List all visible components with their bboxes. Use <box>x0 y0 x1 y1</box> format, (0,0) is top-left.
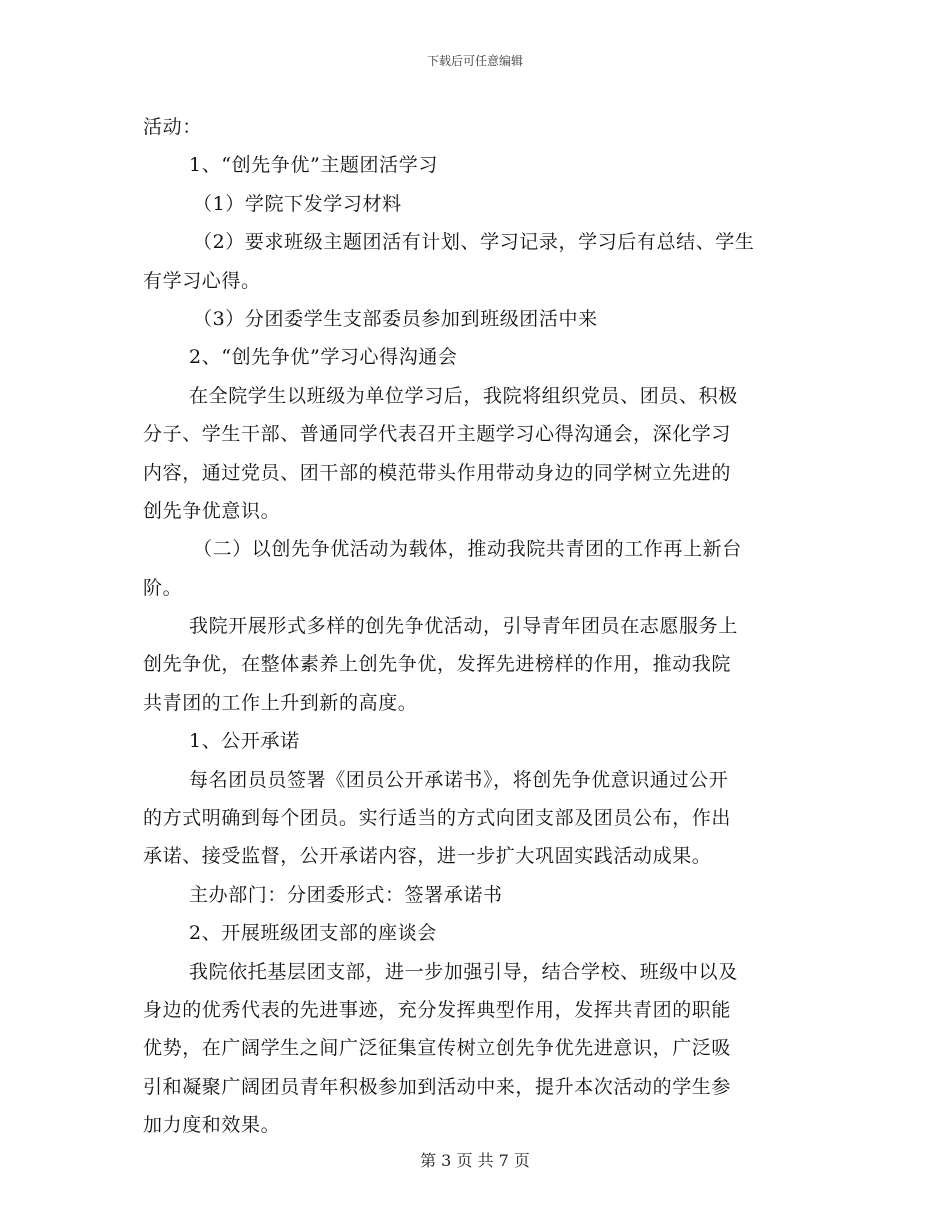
text-line: 共青团的工作上升到新的高度。 <box>143 691 418 714</box>
text-line: 我院依托基层团支部，进一步加强引导，结合学校、班级中以及 <box>189 960 738 983</box>
text-line: 2、开展班级团支部的座谈会 <box>189 922 437 945</box>
text-line: 创先争优意识。 <box>143 499 281 522</box>
text-line: 每名团员员签署《团员公开承诺书》，将创先争优意识通过公开 <box>189 768 729 791</box>
document-body <box>143 108 809 1145</box>
text-line: 1、“创先争优”主题团活学习 <box>189 154 438 177</box>
text-line: （1）学院下发学习材料 <box>193 192 402 215</box>
text-line: 优势，在广阔学生之间广泛征集宣传树立创先争优先进意识，广泛吸 <box>143 1037 732 1060</box>
text-line: 我院开展形式多样的创先争优活动，引导青年团员在志愿服务上 <box>189 615 738 638</box>
text-line: 有学习心得。 <box>143 269 261 292</box>
text-line: 加力度和效果。 <box>143 1114 281 1137</box>
text-line: 主办部门：分团委形式：签署承诺书 <box>189 883 503 906</box>
text-line: 阶。 <box>143 576 183 599</box>
text-line: （二）以创先争优活动为载体，推动我院共青团的工作再上新台 <box>193 538 742 561</box>
page-header-note: 下载后可任意编辑 <box>426 54 523 68</box>
text-line: （3）分团委学生支部委员参加到班级团活中来 <box>193 307 598 330</box>
text-line: 分子、学生干部、普通同学代表召开主题学习心得沟通会，深化学习 <box>143 423 732 446</box>
page-number: 第 3 页 共 7 页 <box>420 1151 530 1170</box>
text-line: 的方式明确到每个团员。实行适当的方式向团支部及团员公布，作出 <box>143 807 732 830</box>
text-line: 承诺、接受监督，公开承诺内容，进一步扩大巩固实践活动成果。 <box>143 845 712 868</box>
text-line: 内容，通过党员、团干部的模范带头作用带动身边的同学树立先进的 <box>143 461 732 484</box>
text-line: 身边的优秀代表的先进事迹，充分发挥典型作用，发挥共青团的职能 <box>143 998 732 1021</box>
text-line: 引和凝聚广阔团员青年积极参加到活动中来，提升本次活动的学生参 <box>143 1075 732 1098</box>
text-line: 在全院学生以班级为单位学习后，我院将组织党员、团员、积极 <box>189 384 738 407</box>
text-line: （2）要求班级主题团活有计划、学习记录，学习后有总结、学生 <box>193 231 755 254</box>
text-line: 2、“创先争优”学习心得沟通会 <box>189 346 458 369</box>
text-line: 创先争优，在整体素养上创先争优，发挥先进榜样的作用，推动我院 <box>143 653 732 676</box>
text-line: 1、公开承诺 <box>189 730 300 753</box>
text-line: 活动： <box>143 116 202 138</box>
